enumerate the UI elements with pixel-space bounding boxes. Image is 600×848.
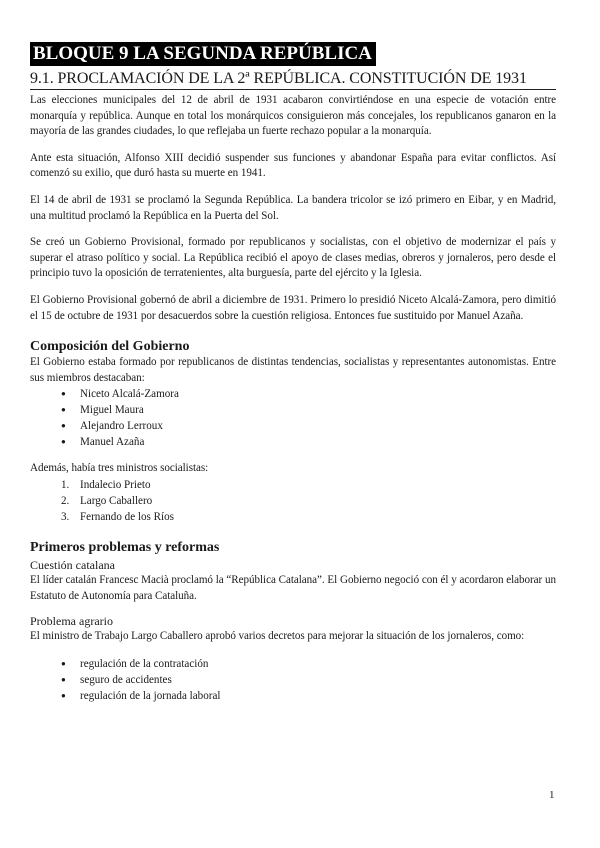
list-item: ● regulación de la jornada laboral xyxy=(30,688,556,704)
subheading-problema-agrario: Problema agrario xyxy=(30,614,113,629)
decretos-list xyxy=(30,656,556,704)
list-item: ● Manuel Azaña xyxy=(30,434,556,450)
document-page xyxy=(30,42,556,704)
heading-composicion-gobierno: Composición del Gobierno xyxy=(30,339,190,355)
list-item xyxy=(30,509,556,525)
list-item xyxy=(30,477,556,493)
paragraph-socialists-intro: Además, había tres ministros socialistas: xyxy=(30,462,209,475)
section-title: 9.1. PROCLAMACIÓN DE LA 2ª REPÚBLICA. CONSTITUCIÓN DE 1931 xyxy=(30,69,556,90)
list-text: Largo Caballero xyxy=(80,494,153,507)
heading-primeros-problemas: Primeros problemas y reformas xyxy=(30,539,220,555)
list-item: ● Niceto Alcalá-Zamora xyxy=(30,386,556,402)
list-item: ● Alejandro Lerroux xyxy=(30,418,556,434)
list-item xyxy=(30,493,556,509)
list-item: ● regulación de la contratación xyxy=(30,656,556,672)
paragraph-alfonso-exile: Ante esta situación, Alfonso XIII decidió suspender sus funciones y abandonar España para evitar conflictos. Así comenzó su exilio, que duró hasta su muerte en 1941. xyxy=(30,151,556,180)
paragraph-provisional-government: Se creó un Gobierno Provisional, formado por republicanos y socialistas, con el objetivo de modernizar el país y superar el atraso político y social. La República recibió el apoyo de clases medias, obreros y jornaleros, pero desde el principio tuvo la oposición de terratenientes, alta burguesía, parte del ejército y la Iglesia. xyxy=(30,236,556,280)
list-number: 1. xyxy=(61,478,70,491)
paragraph-elections: Las elecciones municipales del 12 de abril de 1931 acabaron convirtiéndose en una especie de votación entre monarquía y república. Aunque en total los monárquicos consiguieron más concejales, los republicanos ganaron en la mayoría de las grandes ciudades, lo que reflejaba un fuerte rechazo popular a la monarquía. xyxy=(30,94,556,138)
paragraph-gobierno-intro: El Gobierno estaba formado por republicanos de distintas tendencias, socialistas y representantes autonomistas. Entre sus miembros destacaban: xyxy=(30,356,556,384)
paragraph-proclamation: El 14 de abril de 1931 se proclamó la Segunda República. La bandera tricolor se izó primero en Eibar, y en Madrid, una multitud proclamó la República en la Puerta del Sol. xyxy=(30,193,556,222)
document-title: BLOQUE 9 LA SEGUNDA REPÚBLICA xyxy=(30,42,376,66)
members-list xyxy=(30,386,556,450)
list-text: Indalecio Prieto xyxy=(80,478,151,491)
page-number: 1 xyxy=(549,789,555,801)
subheading-cuestion-catalana: Cuestión catalana xyxy=(30,557,115,572)
socialists-list xyxy=(30,477,556,525)
paragraph-problema-agrario: El ministro de Trabajo Largo Caballero aprobó varios decretos para mejorar la situación de los jornaleros, como: xyxy=(30,630,525,643)
list-item: ● Miguel Maura xyxy=(30,402,556,418)
list-item: ● seguro de accidentes xyxy=(30,672,556,688)
list-number: 2. xyxy=(61,494,70,507)
paragraph-government-leadership: El Gobierno Provisional gobernó de abril a diciembre de 1931. Primero lo presidió Niceto Alcalá-Zamora, pero dimitió el 15 de octubre de 1931 por desacuerdos sobre la cuestión religiosa. Entonces fue sustituido por Manuel Azaña. xyxy=(30,293,556,322)
list-number: 3. xyxy=(61,510,70,523)
paragraph-cuestion-catalana: El líder catalán Francesc Macià proclamó la “República Catalana”. El Gobierno negoció con él y acordaron elaborar un Estatuto de Autonomía para Cataluña. xyxy=(30,573,556,602)
list-text: Fernando de los Ríos xyxy=(80,510,174,523)
